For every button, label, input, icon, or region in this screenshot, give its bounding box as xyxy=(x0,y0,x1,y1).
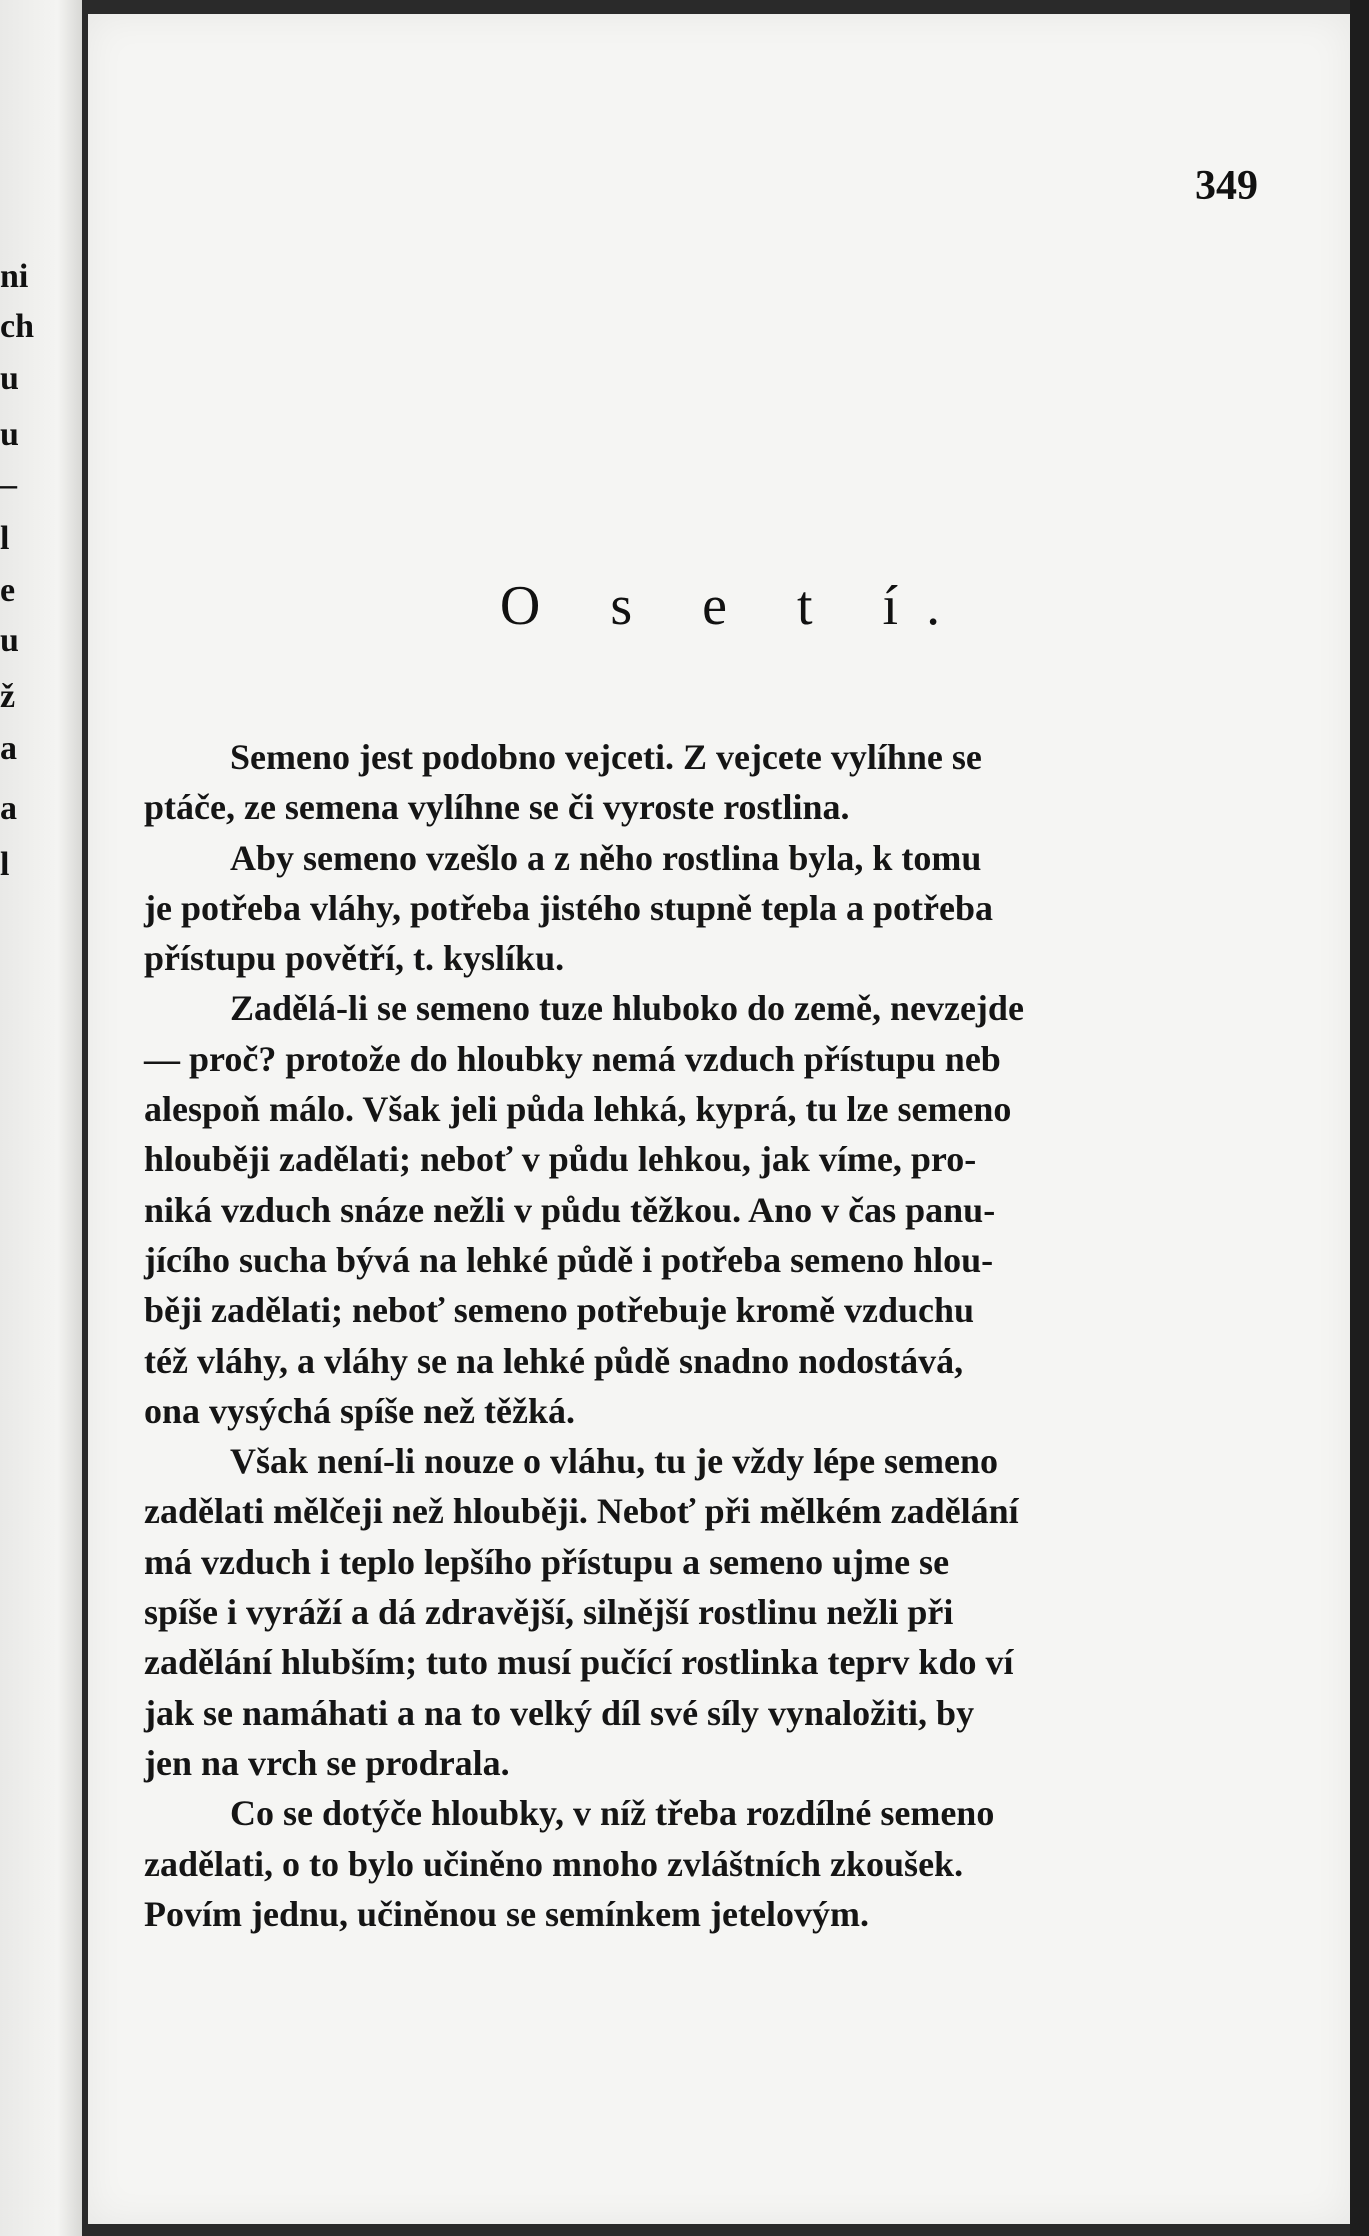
text-line: jen na vrch se prodrala. xyxy=(144,1742,510,1783)
margin-fragment: u xyxy=(0,622,19,659)
margin-fragment: a xyxy=(0,790,17,827)
margin-fragment: l xyxy=(0,520,10,557)
adjacent-page-fragment xyxy=(0,0,82,2236)
text-line: jak se namáhati a na to velký díl své síly vynaložiti, by xyxy=(144,1692,975,1733)
text-line: hlouběji zadělati; neboť v půdu lehkou, jak víme, pro- xyxy=(144,1139,977,1180)
book-page xyxy=(88,14,1350,2224)
text-line: Co se dotýče hloubky, v níž třeba rozdílné semeno xyxy=(230,1793,995,1834)
page-number: 349 xyxy=(1195,163,1258,209)
text-line: přístupu povětří, t. kyslíku. xyxy=(144,938,565,979)
text-line: zadělati, o to bylo učiněno mnoho zvláštních zkoušek. xyxy=(144,1843,964,1884)
text-line: Povím jednu, učiněnou se semínkem jetelovým. xyxy=(144,1893,869,1934)
text-line: též vláhy, a vláhy se na lehké půdě snadno nodostává, xyxy=(144,1340,964,1381)
margin-fragment: a xyxy=(0,730,17,767)
text-line: Semeno jest podobno vejceti. Z vejcete vylíhne se xyxy=(230,737,982,777)
text-line: spíše i vyráží a dá zdravější, silnější rostlinu nežli při xyxy=(144,1592,954,1633)
text-line: alespoň málo. Však jeli půda lehká, kyprá, tu lze semeno xyxy=(144,1089,1012,1130)
text-line: Aby semeno vzešlo a z něho rostlina byla, k tomu xyxy=(230,837,982,878)
margin-fragment: l xyxy=(0,846,10,883)
margin-fragment: ch xyxy=(0,308,34,345)
text-line: ona vysýchá spíše než těžká. xyxy=(144,1390,575,1431)
margin-fragment: u xyxy=(0,360,19,397)
scan-edge xyxy=(1350,0,1369,2236)
text-line: zadělání hlubším; tuto musí pučící rostlinka teprv kdo ví xyxy=(144,1642,1014,1683)
margin-fragment: e xyxy=(0,572,16,609)
body-text xyxy=(144,732,1218,1939)
text-line: Však není-li nouze o vláhu, tu je vždy lépe semeno xyxy=(230,1441,999,1482)
margin-fragment: – xyxy=(0,466,17,503)
margin-fragment: u xyxy=(0,416,19,453)
text-line: běji zadělati; neboť semeno potřebuje kromě vzduchu xyxy=(144,1290,975,1331)
margin-fragment: ž xyxy=(0,678,16,715)
text-line: má vzduch i teplo lepšího přístupu a semeno ujme se xyxy=(144,1541,950,1582)
text-line: ptáče, ze semena vylíhne se či vyroste rostlina. xyxy=(144,787,850,828)
margin-fragment: ni xyxy=(0,258,29,295)
chapter-title: O s e t í. xyxy=(499,575,969,637)
text-line: niká vzduch snáze nežli v půdu těžkou. Ano v čas panu- xyxy=(144,1189,996,1230)
text-line: jícího sucha bývá na lehké půdě i potřeba semeno hlou- xyxy=(144,1239,994,1280)
text-line: Zadělá-li se semeno tuze hluboko do země, nevzejde xyxy=(230,988,1024,1029)
text-line: je potřeba vláhy, potřeba jistého stupně tepla a potřeba xyxy=(144,887,993,928)
text-line: — proč? protože do hloubky nemá vzduch přístupu neb xyxy=(144,1038,1001,1079)
text-line: zadělati mělčeji než hlouběji. Neboť při mělkém zadělání xyxy=(144,1491,1019,1532)
